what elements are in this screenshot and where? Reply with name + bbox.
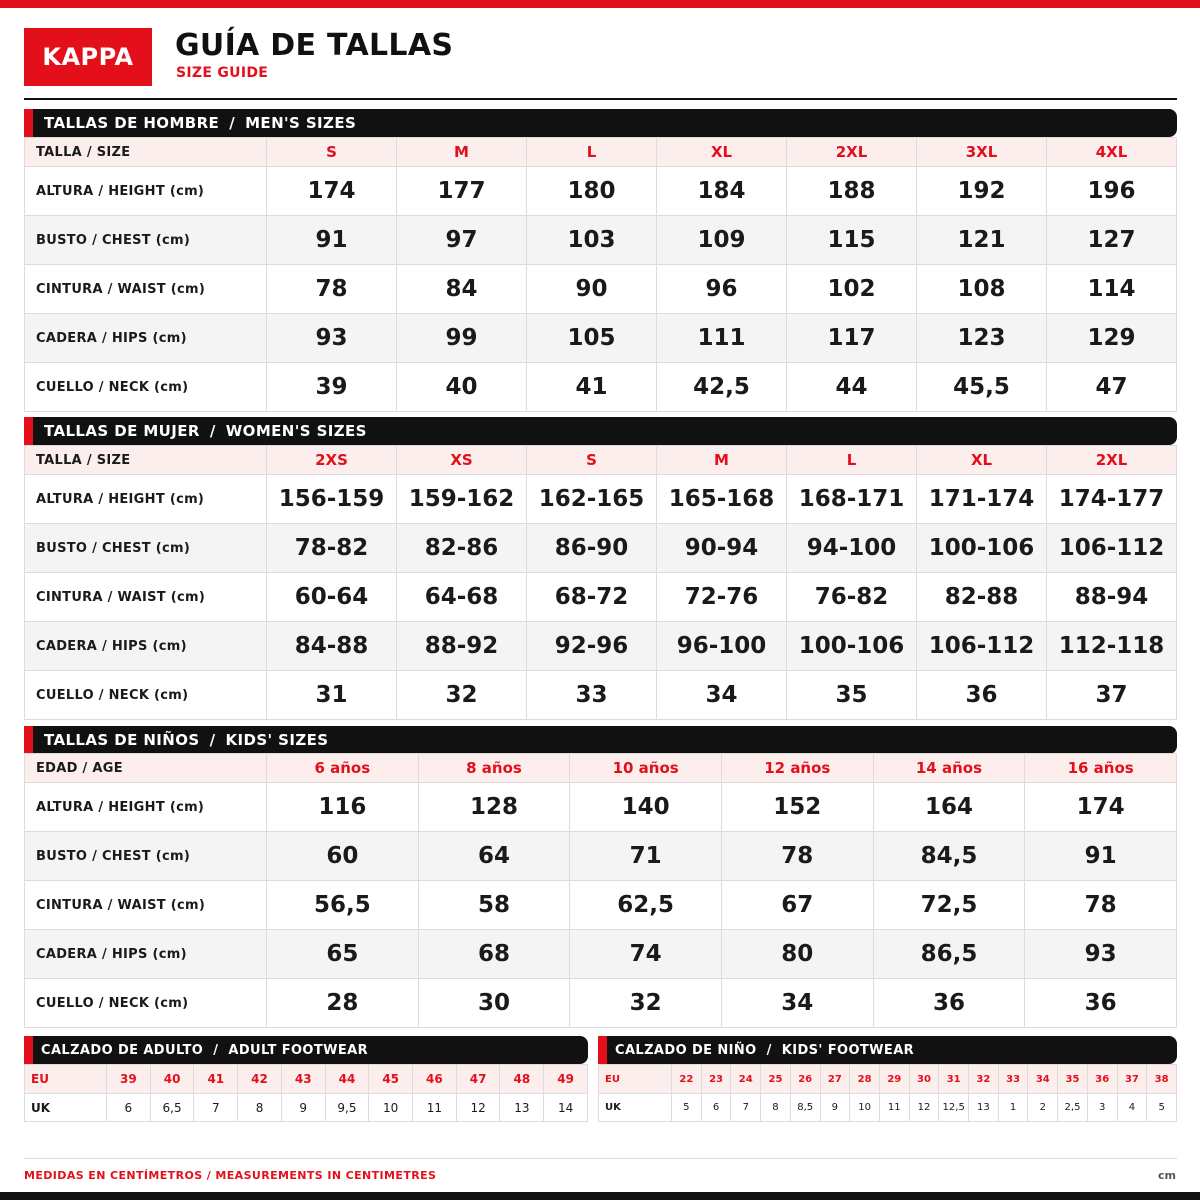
uk-label: UK bbox=[25, 1094, 107, 1122]
eu-size: 40 bbox=[150, 1065, 194, 1094]
measurement-value: 109 bbox=[657, 216, 787, 265]
measurement-value: 30 bbox=[418, 979, 570, 1028]
uk-size: 7 bbox=[731, 1094, 761, 1122]
top-accent-bar bbox=[0, 0, 1200, 8]
measurement-value: 34 bbox=[721, 979, 873, 1028]
eu-size: 22 bbox=[672, 1065, 702, 1094]
measurement-value: 91 bbox=[267, 216, 397, 265]
uk-size: 9,5 bbox=[325, 1094, 369, 1122]
size-column-header: XS bbox=[397, 446, 527, 475]
measurement-value: 72-76 bbox=[657, 573, 787, 622]
size-column-header: 16 años bbox=[1025, 754, 1177, 783]
measurement-value: 97 bbox=[397, 216, 527, 265]
uk-size: 9 bbox=[820, 1094, 850, 1122]
kids-footwear-header bbox=[598, 1036, 1177, 1064]
measurement-value: 171-174 bbox=[917, 475, 1047, 524]
measurement-label: CADERA / HIPS (cm) bbox=[25, 314, 267, 363]
measurement-value: 156-159 bbox=[267, 475, 397, 524]
page-header bbox=[24, 28, 1177, 100]
measurement-row bbox=[25, 930, 1177, 979]
title-separator: / bbox=[229, 114, 236, 132]
measurement-value: 41 bbox=[527, 363, 657, 412]
eu-size: 26 bbox=[790, 1065, 820, 1094]
measurement-value: 108 bbox=[917, 265, 1047, 314]
women-title-en: WOMEN'S SIZES bbox=[225, 422, 367, 440]
measurement-row bbox=[25, 783, 1177, 832]
measurement-value: 100-106 bbox=[787, 622, 917, 671]
bottom-bar bbox=[0, 1192, 1200, 1200]
measurement-value: 90 bbox=[527, 265, 657, 314]
eu-size: 30 bbox=[909, 1065, 939, 1094]
page-subtitle: SIZE GUIDE bbox=[176, 65, 269, 81]
size-header-label: TALLA / SIZE bbox=[25, 446, 267, 475]
size-column-header: M bbox=[397, 138, 527, 167]
measurement-label: ALTURA / HEIGHT (cm) bbox=[25, 167, 267, 216]
size-column-header: 14 años bbox=[873, 754, 1025, 783]
measurement-value: 82-86 bbox=[397, 524, 527, 573]
uk-size: 6 bbox=[701, 1094, 731, 1122]
measurement-value: 192 bbox=[917, 167, 1047, 216]
measurement-value: 82-88 bbox=[917, 573, 1047, 622]
size-column-header: 2XL bbox=[787, 138, 917, 167]
measurement-value: 58 bbox=[418, 881, 570, 930]
measurement-value: 84,5 bbox=[873, 832, 1025, 881]
measurement-value: 34 bbox=[657, 671, 787, 720]
measurement-value: 93 bbox=[267, 314, 397, 363]
measurement-value: 123 bbox=[917, 314, 1047, 363]
measurement-label: CADERA / HIPS (cm) bbox=[25, 622, 267, 671]
uk-size: 5 bbox=[672, 1094, 702, 1122]
uk-size: 8 bbox=[761, 1094, 791, 1122]
title-separator: / bbox=[766, 1042, 772, 1058]
measurement-label: CUELLO / NECK (cm) bbox=[25, 979, 267, 1028]
eu-size: 43 bbox=[281, 1065, 325, 1094]
eu-size: 48 bbox=[500, 1065, 544, 1094]
uk-size: 6 bbox=[107, 1094, 151, 1122]
measurement-row bbox=[25, 881, 1177, 930]
measurement-label: BUSTO / CHEST (cm) bbox=[25, 832, 267, 881]
kids-footwear-table bbox=[598, 1064, 1177, 1122]
size-column-header: 8 años bbox=[418, 754, 570, 783]
measurement-value: 152 bbox=[721, 783, 873, 832]
measurement-value: 128 bbox=[418, 783, 570, 832]
measurement-value: 112-118 bbox=[1047, 622, 1177, 671]
uk-size: 10 bbox=[850, 1094, 880, 1122]
measurement-value: 165-168 bbox=[657, 475, 787, 524]
uk-size: 12 bbox=[909, 1094, 939, 1122]
women-section-header bbox=[24, 417, 1177, 445]
measurement-label: CINTURA / WAIST (cm) bbox=[25, 573, 267, 622]
size-column-header: M bbox=[657, 446, 787, 475]
measurement-row bbox=[25, 671, 1177, 720]
measurement-value: 93 bbox=[1025, 930, 1177, 979]
uk-size: 10 bbox=[369, 1094, 413, 1122]
measurement-value: 159-162 bbox=[397, 475, 527, 524]
eu-size: 49 bbox=[544, 1065, 588, 1094]
measurement-value: 106-112 bbox=[917, 622, 1047, 671]
measurement-value: 42,5 bbox=[657, 363, 787, 412]
measurement-label: CADERA / HIPS (cm) bbox=[25, 930, 267, 979]
eu-size: 25 bbox=[761, 1065, 791, 1094]
eu-size: 36 bbox=[1087, 1065, 1117, 1094]
measurement-value: 90-94 bbox=[657, 524, 787, 573]
eu-size: 33 bbox=[998, 1065, 1028, 1094]
uk-size-row bbox=[25, 1094, 588, 1122]
uk-size-row bbox=[599, 1094, 1177, 1122]
uk-size: 9 bbox=[281, 1094, 325, 1122]
size-column-header: 4XL bbox=[1047, 138, 1177, 167]
women-title-es: TALLAS DE MUJER bbox=[44, 422, 200, 440]
measurement-value: 86,5 bbox=[873, 930, 1025, 979]
uk-size: 8 bbox=[238, 1094, 282, 1122]
size-column-header: XL bbox=[657, 138, 787, 167]
measurement-value: 31 bbox=[267, 671, 397, 720]
measurement-value: 37 bbox=[1047, 671, 1177, 720]
measurement-value: 99 bbox=[397, 314, 527, 363]
size-column-header: 10 años bbox=[570, 754, 722, 783]
kids-footwear-title-en: KIDS' FOOTWEAR bbox=[781, 1042, 915, 1058]
men-section-header bbox=[24, 109, 1177, 137]
measurement-value: 33 bbox=[527, 671, 657, 720]
uk-size: 11 bbox=[879, 1094, 909, 1122]
measurement-value: 76-82 bbox=[787, 573, 917, 622]
eu-size: 38 bbox=[1147, 1065, 1177, 1094]
footer-note: MEDIDAS EN CENTÍMETROS / MEASUREMENTS IN CENTIMETRES bbox=[24, 1169, 437, 1182]
measurement-value: 35 bbox=[787, 671, 917, 720]
eu-size: 37 bbox=[1117, 1065, 1147, 1094]
eu-label: EU bbox=[599, 1065, 672, 1094]
measurement-row bbox=[25, 832, 1177, 881]
size-column-header: 2XS bbox=[267, 446, 397, 475]
measurement-value: 67 bbox=[721, 881, 873, 930]
eu-size: 45 bbox=[369, 1065, 413, 1094]
measurement-value: 105 bbox=[527, 314, 657, 363]
size-column-header: 2XL bbox=[1047, 446, 1177, 475]
uk-size: 13 bbox=[500, 1094, 544, 1122]
uk-size: 5 bbox=[1147, 1094, 1177, 1122]
measurement-value: 80 bbox=[721, 930, 873, 979]
footer-unit: cm bbox=[1158, 1169, 1176, 1182]
measurement-value: 36 bbox=[917, 671, 1047, 720]
size-column-header: 6 años bbox=[267, 754, 419, 783]
measurement-value: 102 bbox=[787, 265, 917, 314]
eu-size: 27 bbox=[820, 1065, 850, 1094]
measurement-value: 174 bbox=[1025, 783, 1177, 832]
measurement-label: ALTURA / HEIGHT (cm) bbox=[25, 475, 267, 524]
measurement-row bbox=[25, 622, 1177, 671]
eu-label: EU bbox=[25, 1065, 107, 1094]
measurement-value: 44 bbox=[787, 363, 917, 412]
kids-size-table bbox=[24, 753, 1177, 1028]
measurement-value: 62,5 bbox=[570, 881, 722, 930]
measurement-value: 88-94 bbox=[1047, 573, 1177, 622]
footer-divider bbox=[24, 1158, 1177, 1159]
measurement-value: 72,5 bbox=[873, 881, 1025, 930]
measurement-row bbox=[25, 573, 1177, 622]
uk-size: 14 bbox=[544, 1094, 588, 1122]
measurement-value: 40 bbox=[397, 363, 527, 412]
men-title-es: TALLAS DE HOMBRE bbox=[44, 114, 220, 132]
size-header-row bbox=[25, 138, 1177, 167]
measurement-label: BUSTO / CHEST (cm) bbox=[25, 216, 267, 265]
eu-size: 34 bbox=[1028, 1065, 1058, 1094]
measurement-value: 60 bbox=[267, 832, 419, 881]
kids-title-es: TALLAS DE NIÑOS bbox=[44, 731, 200, 749]
uk-size: 2,5 bbox=[1058, 1094, 1088, 1122]
measurement-value: 196 bbox=[1047, 167, 1177, 216]
uk-size: 3 bbox=[1087, 1094, 1117, 1122]
measurement-value: 86-90 bbox=[527, 524, 657, 573]
measurement-value: 56,5 bbox=[267, 881, 419, 930]
eu-size: 23 bbox=[701, 1065, 731, 1094]
measurement-value: 100-106 bbox=[917, 524, 1047, 573]
measurement-value: 28 bbox=[267, 979, 419, 1028]
adult-footwear-title-es: CALZADO DE ADULTO bbox=[41, 1042, 204, 1058]
measurement-value: 174 bbox=[267, 167, 397, 216]
measurement-value: 168-171 bbox=[787, 475, 917, 524]
eu-size: 46 bbox=[413, 1065, 457, 1094]
title-separator: / bbox=[209, 422, 216, 440]
measurement-row bbox=[25, 167, 1177, 216]
measurement-value: 96-100 bbox=[657, 622, 787, 671]
size-header-label: TALLA / SIZE bbox=[25, 138, 267, 167]
measurement-value: 91 bbox=[1025, 832, 1177, 881]
measurement-value: 84 bbox=[397, 265, 527, 314]
size-column-header: 12 años bbox=[721, 754, 873, 783]
measurement-value: 88-92 bbox=[397, 622, 527, 671]
eu-size: 35 bbox=[1058, 1065, 1088, 1094]
measurement-value: 96 bbox=[657, 265, 787, 314]
measurement-value: 174-177 bbox=[1047, 475, 1177, 524]
measurement-label: CUELLO / NECK (cm) bbox=[25, 671, 267, 720]
kids-footwear-title-es: CALZADO DE NIÑO bbox=[615, 1042, 757, 1058]
measurement-value: 64-68 bbox=[397, 573, 527, 622]
measurement-value: 47 bbox=[1047, 363, 1177, 412]
eu-size: 24 bbox=[731, 1065, 761, 1094]
measurement-row bbox=[25, 265, 1177, 314]
eu-size-row bbox=[25, 1065, 588, 1094]
measurement-value: 180 bbox=[527, 167, 657, 216]
uk-size: 7 bbox=[194, 1094, 238, 1122]
kids-title-en: KIDS' SIZES bbox=[225, 731, 329, 749]
title-separator: / bbox=[209, 731, 216, 749]
adult-footwear-title-en: ADULT FOOTWEAR bbox=[228, 1042, 369, 1058]
measurement-value: 68-72 bbox=[527, 573, 657, 622]
uk-size: 1 bbox=[998, 1094, 1028, 1122]
measurement-value: 121 bbox=[917, 216, 1047, 265]
size-column-header: S bbox=[267, 138, 397, 167]
adult-footwear-header bbox=[24, 1036, 588, 1064]
uk-size: 12 bbox=[456, 1094, 500, 1122]
measurement-value: 188 bbox=[787, 167, 917, 216]
measurement-label: ALTURA / HEIGHT (cm) bbox=[25, 783, 267, 832]
size-header-row bbox=[25, 446, 1177, 475]
eu-size: 41 bbox=[194, 1065, 238, 1094]
measurement-value: 127 bbox=[1047, 216, 1177, 265]
measurement-value: 117 bbox=[787, 314, 917, 363]
measurement-row bbox=[25, 475, 1177, 524]
measurement-label: CUELLO / NECK (cm) bbox=[25, 363, 267, 412]
uk-size: 2 bbox=[1028, 1094, 1058, 1122]
measurement-label: CINTURA / WAIST (cm) bbox=[25, 881, 267, 930]
eu-size: 31 bbox=[939, 1065, 969, 1094]
uk-size: 13 bbox=[969, 1094, 999, 1122]
size-column-header: S bbox=[527, 446, 657, 475]
size-column-header: L bbox=[787, 446, 917, 475]
eu-size: 44 bbox=[325, 1065, 369, 1094]
eu-size-row bbox=[599, 1065, 1177, 1094]
size-column-header: XL bbox=[917, 446, 1047, 475]
women-size-table bbox=[24, 445, 1177, 720]
eu-size: 28 bbox=[850, 1065, 880, 1094]
measurement-value: 60-64 bbox=[267, 573, 397, 622]
measurement-value: 39 bbox=[267, 363, 397, 412]
brand-logo: KAPPA bbox=[24, 28, 152, 86]
kids-section-header bbox=[24, 726, 1177, 754]
men-title-en: MEN'S SIZES bbox=[245, 114, 357, 132]
uk-size: 8,5 bbox=[790, 1094, 820, 1122]
adult-footwear-table bbox=[24, 1064, 588, 1122]
measurement-value: 84-88 bbox=[267, 622, 397, 671]
measurement-row bbox=[25, 314, 1177, 363]
measurement-row bbox=[25, 979, 1177, 1028]
eu-size: 39 bbox=[107, 1065, 151, 1094]
title-separator: / bbox=[213, 1042, 219, 1058]
measurement-value: 129 bbox=[1047, 314, 1177, 363]
measurement-label: BUSTO / CHEST (cm) bbox=[25, 524, 267, 573]
uk-size: 12,5 bbox=[939, 1094, 969, 1122]
measurement-row bbox=[25, 524, 1177, 573]
eu-size: 42 bbox=[238, 1065, 282, 1094]
measurement-value: 78 bbox=[721, 832, 873, 881]
measurement-value: 32 bbox=[397, 671, 527, 720]
measurement-value: 65 bbox=[267, 930, 419, 979]
measurement-value: 78 bbox=[267, 265, 397, 314]
measurement-value: 164 bbox=[873, 783, 1025, 832]
eu-size: 29 bbox=[879, 1065, 909, 1094]
measurement-value: 74 bbox=[570, 930, 722, 979]
measurement-value: 94-100 bbox=[787, 524, 917, 573]
measurement-value: 114 bbox=[1047, 265, 1177, 314]
measurement-value: 103 bbox=[527, 216, 657, 265]
measurement-value: 45,5 bbox=[917, 363, 1047, 412]
measurement-value: 64 bbox=[418, 832, 570, 881]
measurement-value: 71 bbox=[570, 832, 722, 881]
measurement-value: 78-82 bbox=[267, 524, 397, 573]
measurement-value: 184 bbox=[657, 167, 787, 216]
uk-size: 11 bbox=[413, 1094, 457, 1122]
uk-label: UK bbox=[599, 1094, 672, 1122]
measurement-value: 68 bbox=[418, 930, 570, 979]
measurement-row bbox=[25, 363, 1177, 412]
size-header-label: EDAD / AGE bbox=[25, 754, 267, 783]
measurement-value: 92-96 bbox=[527, 622, 657, 671]
measurement-value: 32 bbox=[570, 979, 722, 1028]
measurement-value: 78 bbox=[1025, 881, 1177, 930]
men-size-table bbox=[24, 137, 1177, 412]
measurement-value: 116 bbox=[267, 783, 419, 832]
size-column-header: L bbox=[527, 138, 657, 167]
measurement-value: 177 bbox=[397, 167, 527, 216]
uk-size: 4 bbox=[1117, 1094, 1147, 1122]
measurement-row bbox=[25, 216, 1177, 265]
eu-size: 32 bbox=[969, 1065, 999, 1094]
size-column-header: 3XL bbox=[917, 138, 1047, 167]
page-title: GUÍA DE TALLAS bbox=[175, 28, 454, 63]
measurement-value: 111 bbox=[657, 314, 787, 363]
measurement-value: 140 bbox=[570, 783, 722, 832]
size-header-row bbox=[25, 754, 1177, 783]
measurement-label: CINTURA / WAIST (cm) bbox=[25, 265, 267, 314]
measurement-value: 36 bbox=[1025, 979, 1177, 1028]
eu-size: 47 bbox=[456, 1065, 500, 1094]
measurement-value: 115 bbox=[787, 216, 917, 265]
measurement-value: 36 bbox=[873, 979, 1025, 1028]
measurement-value: 106-112 bbox=[1047, 524, 1177, 573]
uk-size: 6,5 bbox=[150, 1094, 194, 1122]
measurement-value: 162-165 bbox=[527, 475, 657, 524]
